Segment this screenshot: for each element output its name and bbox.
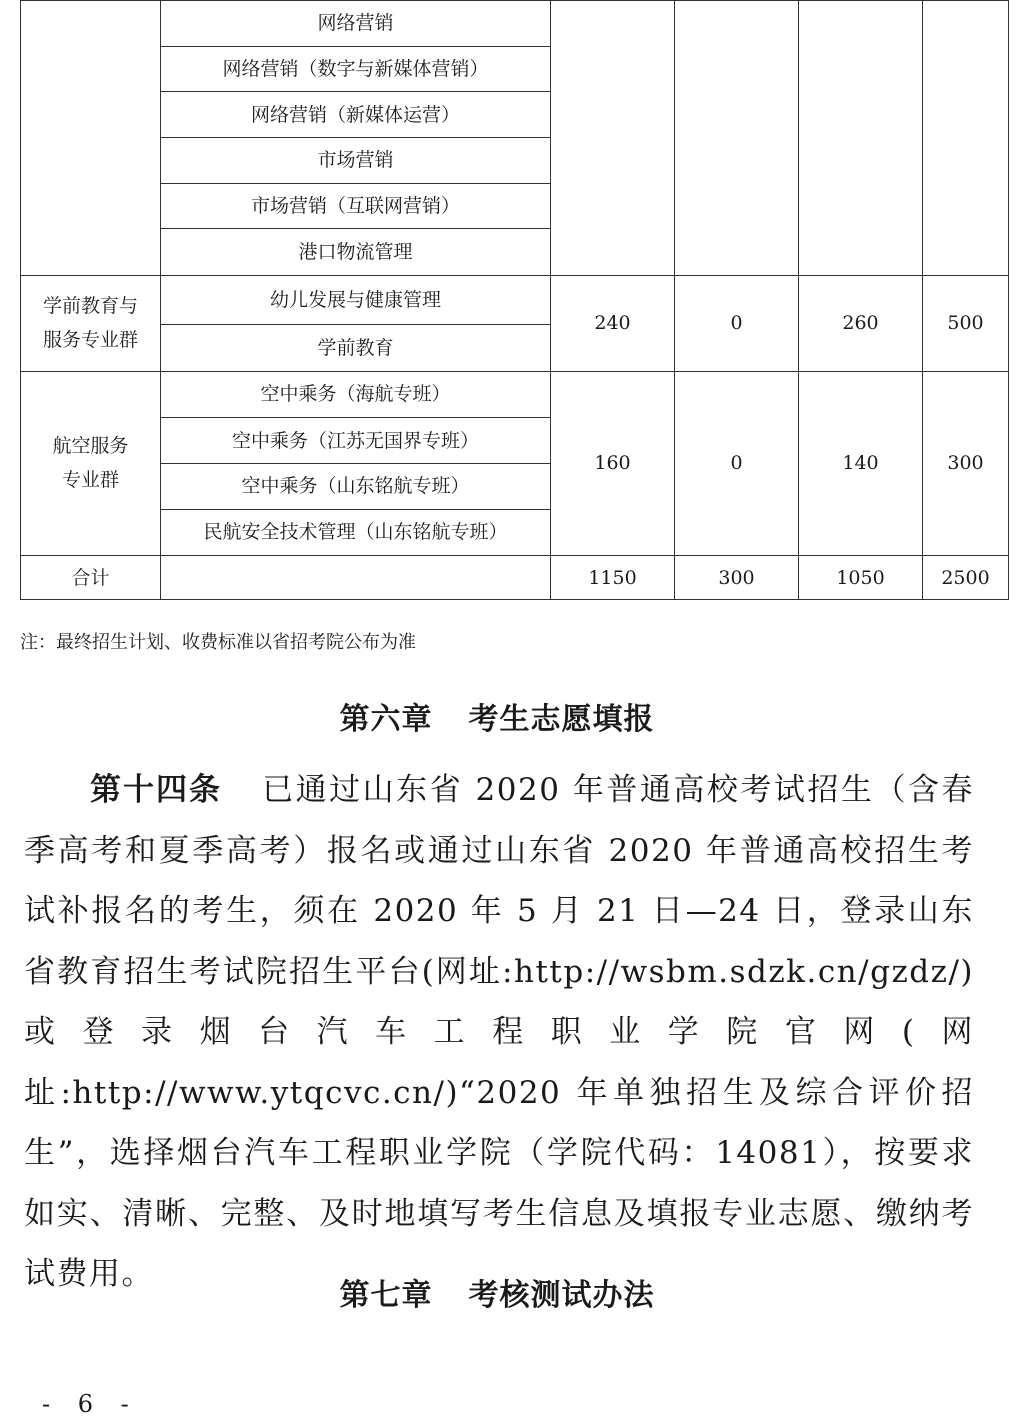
- article-body: 已通过山东省 2020 年普通高校考试招生（含春季高考和夏季高考）报名或通过山东省 2020 年普通高校招生考试补报名的考生，须在 2020 年 5 月 21 日—24 日，登录山东省教育招生考试院招生平台(网址:http://wsbm.sdzk.cn/gzdz/)或登录烟台汽车工程职业学院官网(网址:http://www.ytqcvc.cn/)“2020 年单独招生及综合评价招生”，选择烟台汽车工程职业学院（学院代码：14081），按要求如实、清晰、完整、及时地填写考生信息及填报专业志愿、缴纳考试费用。: [24, 772, 974, 1292]
- table-cell-value: [551, 1, 675, 276]
- table-cell-value: 140: [799, 371, 923, 556]
- table-cell-value: 300: [923, 371, 1009, 556]
- table-cell-value: [923, 1, 1009, 276]
- chapter-number: 第七章: [339, 1278, 433, 1313]
- table-cell-value: 240: [551, 276, 675, 371]
- table-cell-group: 航空服务专业群: [21, 371, 161, 556]
- table-cell-value: 500: [923, 276, 1009, 371]
- table-cell-major: 空中乘务（山东铭航专班）: [161, 463, 551, 509]
- table-cell-group: [21, 1, 161, 276]
- page-number: - 6 -: [42, 1390, 139, 1418]
- chapter-seven-heading: [0, 1270, 994, 1314]
- table-cell-total: 1050: [799, 556, 923, 600]
- table-cell-value: 0: [675, 276, 799, 371]
- enrollment-plan-table: [20, 0, 1009, 600]
- article-label: 第十四条: [90, 772, 223, 808]
- table-cell-major: 网络营销（数字与新媒体营销）: [161, 46, 551, 92]
- table-cell-total-label: 合计: [21, 556, 161, 600]
- chapter-title: 考核测试办法: [468, 1278, 655, 1313]
- article-fourteen: [24, 760, 974, 1305]
- table-cell-major: 市场营销: [161, 138, 551, 184]
- table-cell-value: 260: [799, 276, 923, 371]
- table-cell-major: 网络营销（新媒体运营）: [161, 92, 551, 138]
- chapter-number: 第六章: [339, 702, 433, 737]
- table-cell-total: 1150: [551, 556, 675, 600]
- table-cell-value: 160: [551, 371, 675, 556]
- table-cell-major: 民航安全技术管理（山东铭航专班）: [161, 509, 551, 556]
- table-cell-value: [799, 1, 923, 276]
- table-cell-major: 幼儿发展与健康管理: [161, 276, 551, 325]
- chapter-title: 考生志愿填报: [468, 702, 655, 737]
- table-cell-major: 网络营销: [161, 1, 551, 47]
- table-cell-value: [675, 1, 799, 276]
- table-cell-value: 0: [675, 371, 799, 556]
- chapter-six-heading: [0, 694, 994, 738]
- table-cell-major: 空中乘务（海航专班）: [161, 371, 551, 418]
- table-note: 注：最终招生计划、收费标准以省招考院公布为准: [20, 632, 416, 653]
- table-cell-group: 学前教育与服务专业群: [21, 276, 161, 371]
- table-cell-major: 学前教育: [161, 324, 551, 371]
- table-cell-total: 2500: [923, 556, 1009, 600]
- table-cell-major: 港口物流管理: [161, 229, 551, 276]
- table-cell-major: 市场营销（互联网营销）: [161, 183, 551, 229]
- table-cell-total-major: [161, 556, 551, 600]
- table-cell-total: 300: [675, 556, 799, 600]
- table-cell-major: 空中乘务（江苏无国界专班）: [161, 418, 551, 464]
